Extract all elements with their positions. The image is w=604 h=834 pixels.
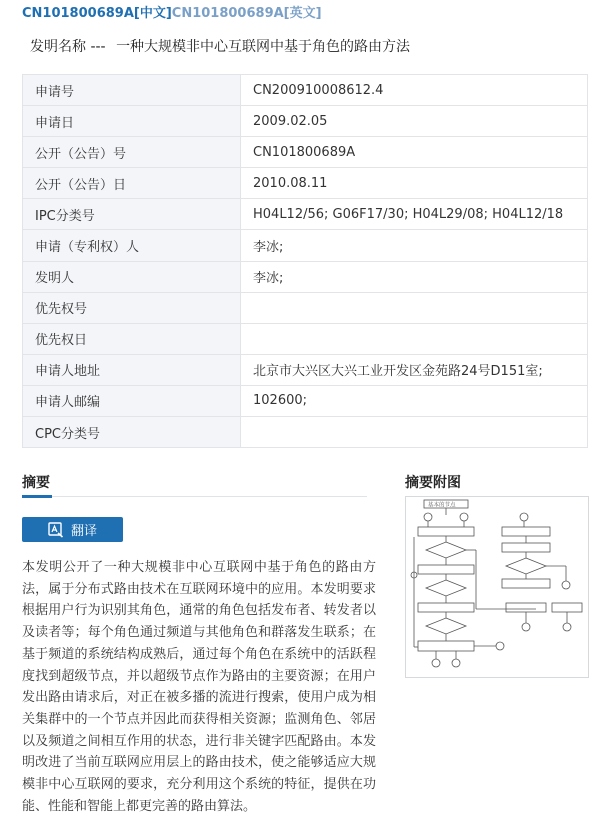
abstract-text: 本发明公开了一种大规模非中心互联网中基于角色的路由方法，属于分布式路由技术在互联网环境中的应用。本发明要求根据用户行为识别其角色，通常的角色包括发布者、转发者以及读者等；每个角色通过频道与其他角色和群落发生联系；在基于频道的系统结构成熟后，通过每个角色在系统中的活跃程度找到超级节点，并以超级节点作为路由的主要资源；在用户发出路由请求后，对正在被多播的流进行搜索，使用户成为相关集群中的一个节点并因此而获得相关资源；监测角色、邻居以及频道之间相互作用的状态，进行非关键字匹配路由。本发明改进了当前互联网应用层上的路由技术，使之能够适应大规模非中心互联网的要求，充分利用这个系统的特征，提供在功能、性能和智能上都更完善的路由算法。 — [22, 560, 376, 814]
flow-node-a — [424, 513, 432, 521]
abstract-divider — [22, 496, 367, 497]
flow-node-c — [520, 513, 528, 521]
flow-decision-2 — [426, 580, 466, 596]
flow-node-f — [563, 623, 571, 631]
flow-node-g — [496, 642, 504, 650]
flow-box-2 — [418, 565, 474, 574]
field-value — [241, 417, 588, 448]
flow-end-b — [452, 659, 460, 667]
flow-decision-1 — [426, 542, 466, 558]
flow-start-label: 基本的节点 — [428, 502, 456, 509]
flow-box-3 — [418, 603, 474, 612]
flow-node-d — [562, 581, 570, 589]
lang-en-link[interactable]: [英文] — [283, 6, 322, 21]
patent-header — [22, 2, 322, 21]
invention-title-text: 一种大规模非中心互联网中基于角色的路由方法 — [116, 39, 411, 55]
field-value: 李冰; — [241, 230, 588, 261]
flow-box-6 — [502, 543, 550, 552]
field-label: CPC分类号 — [23, 417, 241, 448]
table-row — [23, 385, 588, 416]
flow-box-9 — [552, 603, 582, 612]
pub-number-en[interactable]: CN101800689A — [171, 6, 284, 21]
field-label: 申请号 — [23, 75, 241, 106]
flow-box-1 — [418, 527, 474, 536]
field-value: CN101800689A — [241, 137, 588, 168]
translate-label: 翻译 — [70, 524, 97, 539]
flow-end-a — [432, 659, 440, 667]
flow-decision-3 — [426, 618, 466, 634]
field-label: 申请（专利权）人 — [23, 230, 241, 261]
table-row — [23, 354, 588, 385]
field-value — [241, 292, 588, 323]
flow-box-4 — [418, 641, 474, 651]
bibliographic-table — [22, 74, 588, 448]
flow-box-5 — [502, 527, 550, 536]
field-value: 2009.02.05 — [241, 106, 588, 137]
table-row — [23, 292, 588, 323]
field-label: IPC分类号 — [23, 199, 241, 230]
abstract-heading: 摘要 — [22, 475, 50, 491]
field-label: 申请人邮编 — [23, 385, 241, 416]
table-row — [23, 168, 588, 199]
abstract-figure[interactable] — [405, 496, 589, 678]
table-row — [23, 199, 588, 230]
pub-number-zh[interactable]: CN101800689A — [22, 6, 134, 21]
field-value: 李冰; — [241, 261, 588, 292]
table-row — [23, 417, 588, 448]
table-row — [23, 137, 588, 168]
field-value: 北京市大兴区大兴工业开发区金苑路24号D151室; — [241, 354, 588, 385]
flow-box-8 — [506, 603, 546, 612]
field-label: 申请人地址 — [23, 354, 241, 385]
translate-icon — [48, 522, 64, 538]
field-value: 2010.08.11 — [241, 168, 588, 199]
field-value — [241, 323, 588, 354]
field-label: 优先权日 — [23, 323, 241, 354]
field-value: H04L12/56; G06F17/30; H04L29/08; H04L12/18 — [241, 199, 588, 230]
field-label: 公开（公告）号 — [23, 137, 241, 168]
field-label: 优先权号 — [23, 292, 241, 323]
invention-title — [30, 36, 410, 56]
field-label: 公开（公告）日 — [23, 168, 241, 199]
flow-box-7 — [502, 579, 550, 588]
field-label: 申请日 — [23, 106, 241, 137]
translate-button[interactable] — [22, 517, 123, 542]
flow-decision-4 — [506, 558, 546, 574]
field-label: 发明人 — [23, 261, 241, 292]
field-value: CN200910008612.4 — [241, 75, 588, 106]
table-row — [23, 261, 588, 292]
flowchart-diagram — [406, 497, 588, 677]
table-row — [23, 230, 588, 261]
figure-heading: 摘要附图 — [405, 475, 461, 491]
table-row — [23, 75, 588, 106]
flow-node-b — [460, 513, 468, 521]
table-row — [23, 323, 588, 354]
abstract-divider-accent — [22, 495, 52, 498]
lang-zh-link[interactable]: [中文] — [133, 6, 172, 21]
table-row — [23, 106, 588, 137]
field-value: 102600; — [241, 385, 588, 416]
invention-title-label: 发明名称 --- — [30, 39, 106, 55]
flow-node-e — [522, 623, 530, 631]
